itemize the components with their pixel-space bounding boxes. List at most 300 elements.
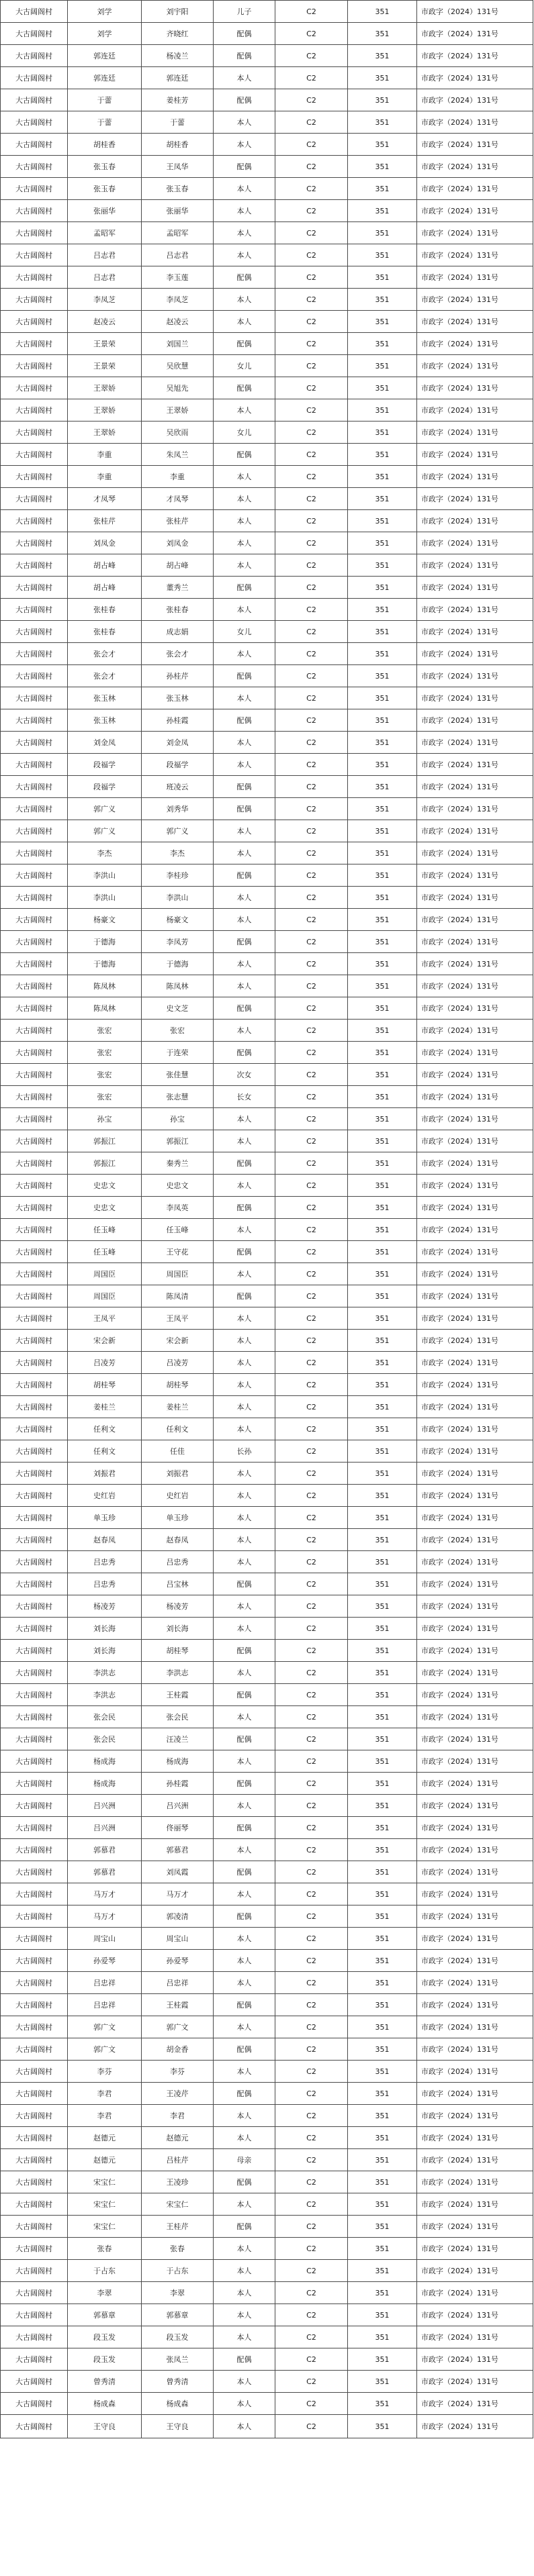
cell-member-name: 王桂芹: [142, 2216, 214, 2238]
cell-member-name: 张桂芹: [142, 510, 214, 532]
cell-batch: 市政字（2024）131号: [417, 1662, 533, 1684]
table-row: [1, 2083, 533, 2105]
table-row: [1, 266, 533, 289]
table-row: [1, 355, 533, 377]
cell-batch: 市政字（2024）131号: [417, 1307, 533, 1330]
cell-householder: 于蕾: [68, 111, 142, 134]
cell-amount: 351: [348, 1861, 417, 1883]
table-row: [1, 1640, 533, 1662]
cell-householder: 任利文: [68, 1440, 142, 1463]
cell-tier: C2: [275, 643, 348, 665]
cell-tier: C2: [275, 289, 348, 311]
cell-batch: 市政字（2024）131号: [417, 1396, 533, 1418]
cell-tier: C2: [275, 665, 348, 687]
cell-tier: C2: [275, 1440, 348, 1463]
cell-member-name: 任玉峰: [142, 1219, 214, 1241]
cell-tier: C2: [275, 1684, 348, 1706]
cell-member-name: 孙宝: [142, 1108, 214, 1130]
cell-amount: 351: [348, 2193, 417, 2216]
cell-amount: 351: [348, 1042, 417, 1064]
cell-tier: C2: [275, 2238, 348, 2260]
cell-village: 大古阔阁村: [1, 2038, 68, 2061]
cell-member-name: 郭慕君: [142, 1839, 214, 1861]
cell-village: 大古阔阁村: [1, 554, 68, 577]
cell-village: 大古阔阁村: [1, 134, 68, 156]
cell-village: 大古阔阁村: [1, 2238, 68, 2260]
cell-relation: 本人: [214, 1750, 275, 1773]
cell-relation: 本人: [214, 1374, 275, 1396]
cell-householder: 郭连廷: [68, 45, 142, 67]
cell-member-name: 周宝山: [142, 1928, 214, 1950]
cell-householder: 吕忠祥: [68, 1994, 142, 2016]
cell-relation: 母亲: [214, 2149, 275, 2171]
table-row: [1, 289, 533, 311]
cell-tier: C2: [275, 820, 348, 842]
cell-householder: 段玉发: [68, 2348, 142, 2371]
cell-householder: 刘长海: [68, 1640, 142, 1662]
cell-member-name: 董秀兰: [142, 577, 214, 599]
cell-member-name: 李翠: [142, 2282, 214, 2304]
table-row: [1, 1529, 533, 1551]
cell-member-name: 吴旭先: [142, 377, 214, 399]
cell-amount: 351: [348, 599, 417, 621]
cell-member-name: 张桂春: [142, 599, 214, 621]
cell-member-name: 宋宝仁: [142, 2193, 214, 2216]
cell-tier: C2: [275, 1529, 348, 1551]
cell-tier: C2: [275, 1086, 348, 1108]
cell-tier: C2: [275, 444, 348, 466]
cell-householder: 郭振江: [68, 1130, 142, 1152]
cell-amount: 351: [348, 1352, 417, 1374]
cell-amount: 351: [348, 1595, 417, 1618]
cell-amount: 351: [348, 1706, 417, 1728]
cell-batch: 市政字（2024）131号: [417, 665, 533, 687]
cell-batch: 市政字（2024）131号: [417, 577, 533, 599]
cell-batch: 市政字（2024）131号: [417, 2061, 533, 2083]
table-row: [1, 2216, 533, 2238]
cell-householder: 马万才: [68, 1883, 142, 1905]
cell-tier: C2: [275, 2016, 348, 2038]
cell-tier: C2: [275, 45, 348, 67]
cell-village: 大古阔阁村: [1, 532, 68, 554]
cell-amount: 351: [348, 1728, 417, 1750]
cell-relation: 本人: [214, 2371, 275, 2393]
cell-relation: 本人: [214, 1020, 275, 1042]
cell-householder: 张玉春: [68, 178, 142, 200]
cell-householder: 李洪山: [68, 887, 142, 909]
table-row: [1, 1, 533, 23]
cell-member-name: 刘长海: [142, 1618, 214, 1640]
cell-amount: 351: [348, 23, 417, 45]
cell-batch: 市政字（2024）131号: [417, 2393, 533, 2415]
cell-relation: 本人: [214, 222, 275, 244]
cell-amount: 351: [348, 2260, 417, 2282]
cell-amount: 351: [348, 89, 417, 111]
cell-amount: 351: [348, 798, 417, 820]
cell-batch: 市政字（2024）131号: [417, 842, 533, 864]
cell-member-name: 史忠文: [142, 1175, 214, 1197]
cell-batch: 市政字（2024）131号: [417, 2348, 533, 2371]
table-row: [1, 1374, 533, 1396]
table-row: [1, 1706, 533, 1728]
cell-relation: 本人: [214, 466, 275, 488]
cell-village: 大古阔阁村: [1, 1773, 68, 1795]
cell-amount: 351: [348, 2415, 417, 2438]
cell-village: 大古阔阁村: [1, 643, 68, 665]
cell-village: 大古阔阁村: [1, 1130, 68, 1152]
cell-member-name: 刘宇阳: [142, 1, 214, 23]
cell-relation: 本人: [214, 2326, 275, 2348]
cell-batch: 市政字（2024）131号: [417, 2238, 533, 2260]
cell-relation: 配偶: [214, 776, 275, 798]
table-row: [1, 2282, 533, 2304]
cell-tier: C2: [275, 2038, 348, 2061]
cell-amount: 351: [348, 1972, 417, 1994]
cell-relation: 长孙: [214, 1440, 275, 1463]
cell-member-name: 杨成森: [142, 2393, 214, 2415]
table-row: [1, 510, 533, 532]
cell-batch: 市政字（2024）131号: [417, 2260, 533, 2282]
cell-tier: C2: [275, 2260, 348, 2282]
cell-relation: 本人: [214, 399, 275, 422]
cell-amount: 351: [348, 311, 417, 333]
cell-relation: 配偶: [214, 1817, 275, 1839]
cell-householder: 孙爱琴: [68, 1950, 142, 1972]
cell-tier: C2: [275, 732, 348, 754]
cell-relation: 本人: [214, 732, 275, 754]
cell-householder: 杨成森: [68, 2393, 142, 2415]
cell-householder: 段玉发: [68, 2326, 142, 2348]
cell-relation: 本人: [214, 1507, 275, 1529]
cell-tier: C2: [275, 111, 348, 134]
cell-relation: 儿子: [214, 1, 275, 23]
cell-batch: 市政字（2024）131号: [417, 1618, 533, 1640]
cell-batch: 市政字（2024）131号: [417, 1728, 533, 1750]
cell-householder: 张宏: [68, 1064, 142, 1086]
cell-householder: 郭慕章: [68, 2304, 142, 2326]
table-row: [1, 1241, 533, 1263]
cell-member-name: 陈凤林: [142, 975, 214, 997]
cell-member-name: 孙桂霞: [142, 709, 214, 732]
cell-batch: 市政字（2024）131号: [417, 23, 533, 45]
cell-village: 大古阔阁村: [1, 399, 68, 422]
table-row: [1, 1684, 533, 1706]
cell-village: 大古阔阁村: [1, 488, 68, 510]
cell-village: 大古阔阁村: [1, 1352, 68, 1374]
cell-relation: 本人: [214, 1485, 275, 1507]
cell-amount: 351: [348, 532, 417, 554]
cell-amount: 351: [348, 1507, 417, 1529]
cell-village: 大古阔阁村: [1, 422, 68, 444]
cell-amount: 351: [348, 2282, 417, 2304]
table-row: [1, 1020, 533, 1042]
cell-tier: C2: [275, 1883, 348, 1905]
cell-member-name: 郭连廷: [142, 67, 214, 89]
cell-relation: 本人: [214, 2105, 275, 2127]
cell-householder: 才凤琴: [68, 488, 142, 510]
cell-amount: 351: [348, 333, 417, 355]
cell-village: 大古阔阁村: [1, 1463, 68, 1485]
cell-village: 大古阔阁村: [1, 1, 68, 23]
cell-batch: 市政字（2024）131号: [417, 1130, 533, 1152]
cell-village: 大古阔阁村: [1, 111, 68, 134]
cell-tier: C2: [275, 621, 348, 643]
cell-village: 大古阔阁村: [1, 1618, 68, 1640]
cell-householder: 郭广文: [68, 2038, 142, 2061]
cell-village: 大古阔阁村: [1, 2016, 68, 2038]
cell-batch: 市政字（2024）131号: [417, 156, 533, 178]
cell-batch: 市政字（2024）131号: [417, 1905, 533, 1928]
cell-village: 大古阔阁村: [1, 2260, 68, 2282]
cell-village: 大古阔阁村: [1, 2348, 68, 2371]
table-row: [1, 156, 533, 178]
cell-relation: 本人: [214, 1463, 275, 1485]
table-row: [1, 931, 533, 953]
cell-member-name: 姜桂芳: [142, 89, 214, 111]
table-row: [1, 200, 533, 222]
cell-amount: 351: [348, 444, 417, 466]
cell-batch: 市政字（2024）131号: [417, 134, 533, 156]
cell-village: 大古阔阁村: [1, 709, 68, 732]
cell-householder: 段福学: [68, 776, 142, 798]
cell-village: 大古阔阁村: [1, 1219, 68, 1241]
cell-member-name: 郭广文: [142, 2016, 214, 2038]
cell-member-name: 宋会新: [142, 1330, 214, 1352]
cell-relation: 次女: [214, 1064, 275, 1086]
cell-householder: 张玉春: [68, 156, 142, 178]
cell-relation: 本人: [214, 1551, 275, 1573]
cell-relation: 本人: [214, 887, 275, 909]
cell-amount: 351: [348, 1773, 417, 1795]
cell-householder: 郭连廷: [68, 67, 142, 89]
cell-householder: 李杰: [68, 842, 142, 864]
cell-relation: 本人: [214, 244, 275, 266]
cell-householder: 周国臣: [68, 1263, 142, 1285]
cell-village: 大古阔阁村: [1, 687, 68, 709]
cell-householder: 吕志君: [68, 244, 142, 266]
cell-amount: 351: [348, 1817, 417, 1839]
cell-householder: 单玉珍: [68, 1507, 142, 1529]
cell-member-name: 孙爱琴: [142, 1950, 214, 1972]
cell-householder: 李洪山: [68, 864, 142, 887]
cell-tier: C2: [275, 2371, 348, 2393]
table-row: [1, 687, 533, 709]
cell-member-name: 张玉林: [142, 687, 214, 709]
cell-householder: 王守良: [68, 2415, 142, 2438]
cell-village: 大古阔阁村: [1, 1839, 68, 1861]
table-row: [1, 1507, 533, 1529]
table-row: [1, 1905, 533, 1928]
cell-relation: 本人: [214, 820, 275, 842]
cell-relation: 本人: [214, 2260, 275, 2282]
table-row: [1, 1175, 533, 1197]
cell-batch: 市政字（2024）131号: [417, 1883, 533, 1905]
cell-amount: 351: [348, 754, 417, 776]
cell-member-name: 张春: [142, 2238, 214, 2260]
cell-member-name: 王桂霞: [142, 1684, 214, 1706]
cell-village: 大古阔阁村: [1, 1440, 68, 1463]
roster-body: [1, 1, 533, 2438]
cell-member-name: 刘凤金: [142, 532, 214, 554]
cell-village: 大古阔阁村: [1, 1374, 68, 1396]
cell-amount: 351: [348, 1086, 417, 1108]
cell-member-name: 任利文: [142, 1418, 214, 1440]
cell-relation: 女儿: [214, 355, 275, 377]
cell-village: 大古阔阁村: [1, 156, 68, 178]
cell-relation: 配偶: [214, 1773, 275, 1795]
cell-amount: 351: [348, 1374, 417, 1396]
cell-relation: 本人: [214, 1352, 275, 1374]
table-row: [1, 1861, 533, 1883]
table-row: [1, 244, 533, 266]
cell-householder: 杨成海: [68, 1773, 142, 1795]
cell-batch: 市政字（2024）131号: [417, 1507, 533, 1529]
cell-householder: 刘振君: [68, 1463, 142, 1485]
cell-member-name: 吴欣雨: [142, 422, 214, 444]
cell-tier: C2: [275, 1573, 348, 1595]
cell-relation: 本人: [214, 554, 275, 577]
cell-amount: 351: [348, 1197, 417, 1219]
cell-batch: 市政字（2024）131号: [417, 1684, 533, 1706]
cell-member-name: 李凤芳: [142, 931, 214, 953]
cell-village: 大古阔阁村: [1, 1573, 68, 1595]
cell-tier: C2: [275, 178, 348, 200]
table-row: [1, 2105, 533, 2127]
cell-member-name: 赵春凤: [142, 1529, 214, 1551]
cell-tier: C2: [275, 1640, 348, 1662]
cell-tier: C2: [275, 2105, 348, 2127]
cell-householder: 曾秀清: [68, 2371, 142, 2393]
table-row: [1, 1396, 533, 1418]
cell-batch: 市政字（2024）131号: [417, 89, 533, 111]
cell-village: 大古阔阁村: [1, 2304, 68, 2326]
cell-member-name: 郭慕章: [142, 2304, 214, 2326]
table-row: [1, 820, 533, 842]
cell-batch: 市政字（2024）131号: [417, 466, 533, 488]
cell-amount: 351: [348, 355, 417, 377]
cell-tier: C2: [275, 1750, 348, 1773]
cell-relation: 本人: [214, 2127, 275, 2149]
cell-batch: 市政字（2024）131号: [417, 909, 533, 931]
cell-member-name: 王凌芹: [142, 2083, 214, 2105]
cell-relation: 配偶: [214, 577, 275, 599]
cell-amount: 351: [348, 2171, 417, 2193]
cell-tier: C2: [275, 754, 348, 776]
cell-tier: C2: [275, 1662, 348, 1684]
cell-member-name: 齐晓红: [142, 23, 214, 45]
cell-batch: 市政字（2024）131号: [417, 554, 533, 577]
cell-amount: 351: [348, 510, 417, 532]
cell-tier: C2: [275, 2171, 348, 2193]
cell-batch: 市政字（2024）131号: [417, 1152, 533, 1175]
cell-batch: 市政字（2024）131号: [417, 2016, 533, 2038]
cell-relation: 配偶: [214, 1573, 275, 1595]
cell-member-name: 周国臣: [142, 1263, 214, 1285]
cell-village: 大古阔阁村: [1, 289, 68, 311]
cell-batch: 市政字（2024）131号: [417, 1285, 533, 1307]
cell-relation: 配偶: [214, 156, 275, 178]
cell-batch: 市政字（2024）131号: [417, 820, 533, 842]
table-row: [1, 1928, 533, 1950]
cell-village: 大古阔阁村: [1, 2105, 68, 2127]
cell-tier: C2: [275, 222, 348, 244]
cell-tier: C2: [275, 1928, 348, 1950]
table-row: [1, 1463, 533, 1485]
cell-tier: C2: [275, 399, 348, 422]
cell-householder: 杨豪文: [68, 909, 142, 931]
cell-batch: 市政字（2024）131号: [417, 887, 533, 909]
cell-tier: C2: [275, 422, 348, 444]
cell-batch: 市政字（2024）131号: [417, 1197, 533, 1219]
cell-village: 大古阔阁村: [1, 1795, 68, 1817]
cell-tier: C2: [275, 156, 348, 178]
table-row: [1, 732, 533, 754]
cell-member-name: 朱凤兰: [142, 444, 214, 466]
cell-village: 大古阔阁村: [1, 1285, 68, 1307]
cell-householder: 于占东: [68, 2260, 142, 2282]
cell-householder: 马万才: [68, 1905, 142, 1928]
cell-householder: 张桂春: [68, 621, 142, 643]
cell-member-name: 杨豪文: [142, 909, 214, 931]
cell-relation: 本人: [214, 953, 275, 975]
cell-amount: 351: [348, 842, 417, 864]
cell-relation: 本人: [214, 1396, 275, 1418]
table-row: [1, 1750, 533, 1773]
cell-member-name: 孙桂霞: [142, 1773, 214, 1795]
table-row: [1, 621, 533, 643]
cell-relation: 配偶: [214, 89, 275, 111]
cell-tier: C2: [275, 1263, 348, 1285]
cell-amount: 351: [348, 820, 417, 842]
cell-member-name: 史文芝: [142, 997, 214, 1020]
cell-tier: C2: [275, 2061, 348, 2083]
cell-tier: C2: [275, 1817, 348, 1839]
cell-relation: 本人: [214, 1662, 275, 1684]
cell-member-name: 吕忠秀: [142, 1551, 214, 1573]
table-row: [1, 377, 533, 399]
cell-batch: 市政字（2024）131号: [417, 377, 533, 399]
cell-member-name: 孙桂芹: [142, 665, 214, 687]
cell-member-name: 李杰: [142, 842, 214, 864]
cell-householder: 杨凌芳: [68, 1595, 142, 1618]
cell-tier: C2: [275, 532, 348, 554]
cell-amount: 351: [348, 1551, 417, 1573]
cell-amount: 351: [348, 1529, 417, 1551]
table-row: [1, 599, 533, 621]
cell-tier: C2: [275, 1175, 348, 1197]
cell-tier: C2: [275, 798, 348, 820]
cell-batch: 市政字（2024）131号: [417, 178, 533, 200]
table-row: [1, 1950, 533, 1972]
cell-member-name: 胡桂琴: [142, 1374, 214, 1396]
cell-relation: 配偶: [214, 377, 275, 399]
cell-amount: 351: [348, 1640, 417, 1662]
cell-householder: 胡占峰: [68, 577, 142, 599]
cell-member-name: 姜桂兰: [142, 1396, 214, 1418]
cell-relation: 本人: [214, 2238, 275, 2260]
cell-amount: 351: [348, 687, 417, 709]
table-row: [1, 1595, 533, 1618]
cell-member-name: 张会才: [142, 643, 214, 665]
cell-amount: 351: [348, 244, 417, 266]
cell-village: 大古阔阁村: [1, 1042, 68, 1064]
cell-member-name: 陈凤清: [142, 1285, 214, 1307]
cell-amount: 351: [348, 1795, 417, 1817]
cell-relation: 本人: [214, 311, 275, 333]
cell-member-name: 于蕾: [142, 111, 214, 134]
cell-tier: C2: [275, 2282, 348, 2304]
table-row: [1, 643, 533, 665]
